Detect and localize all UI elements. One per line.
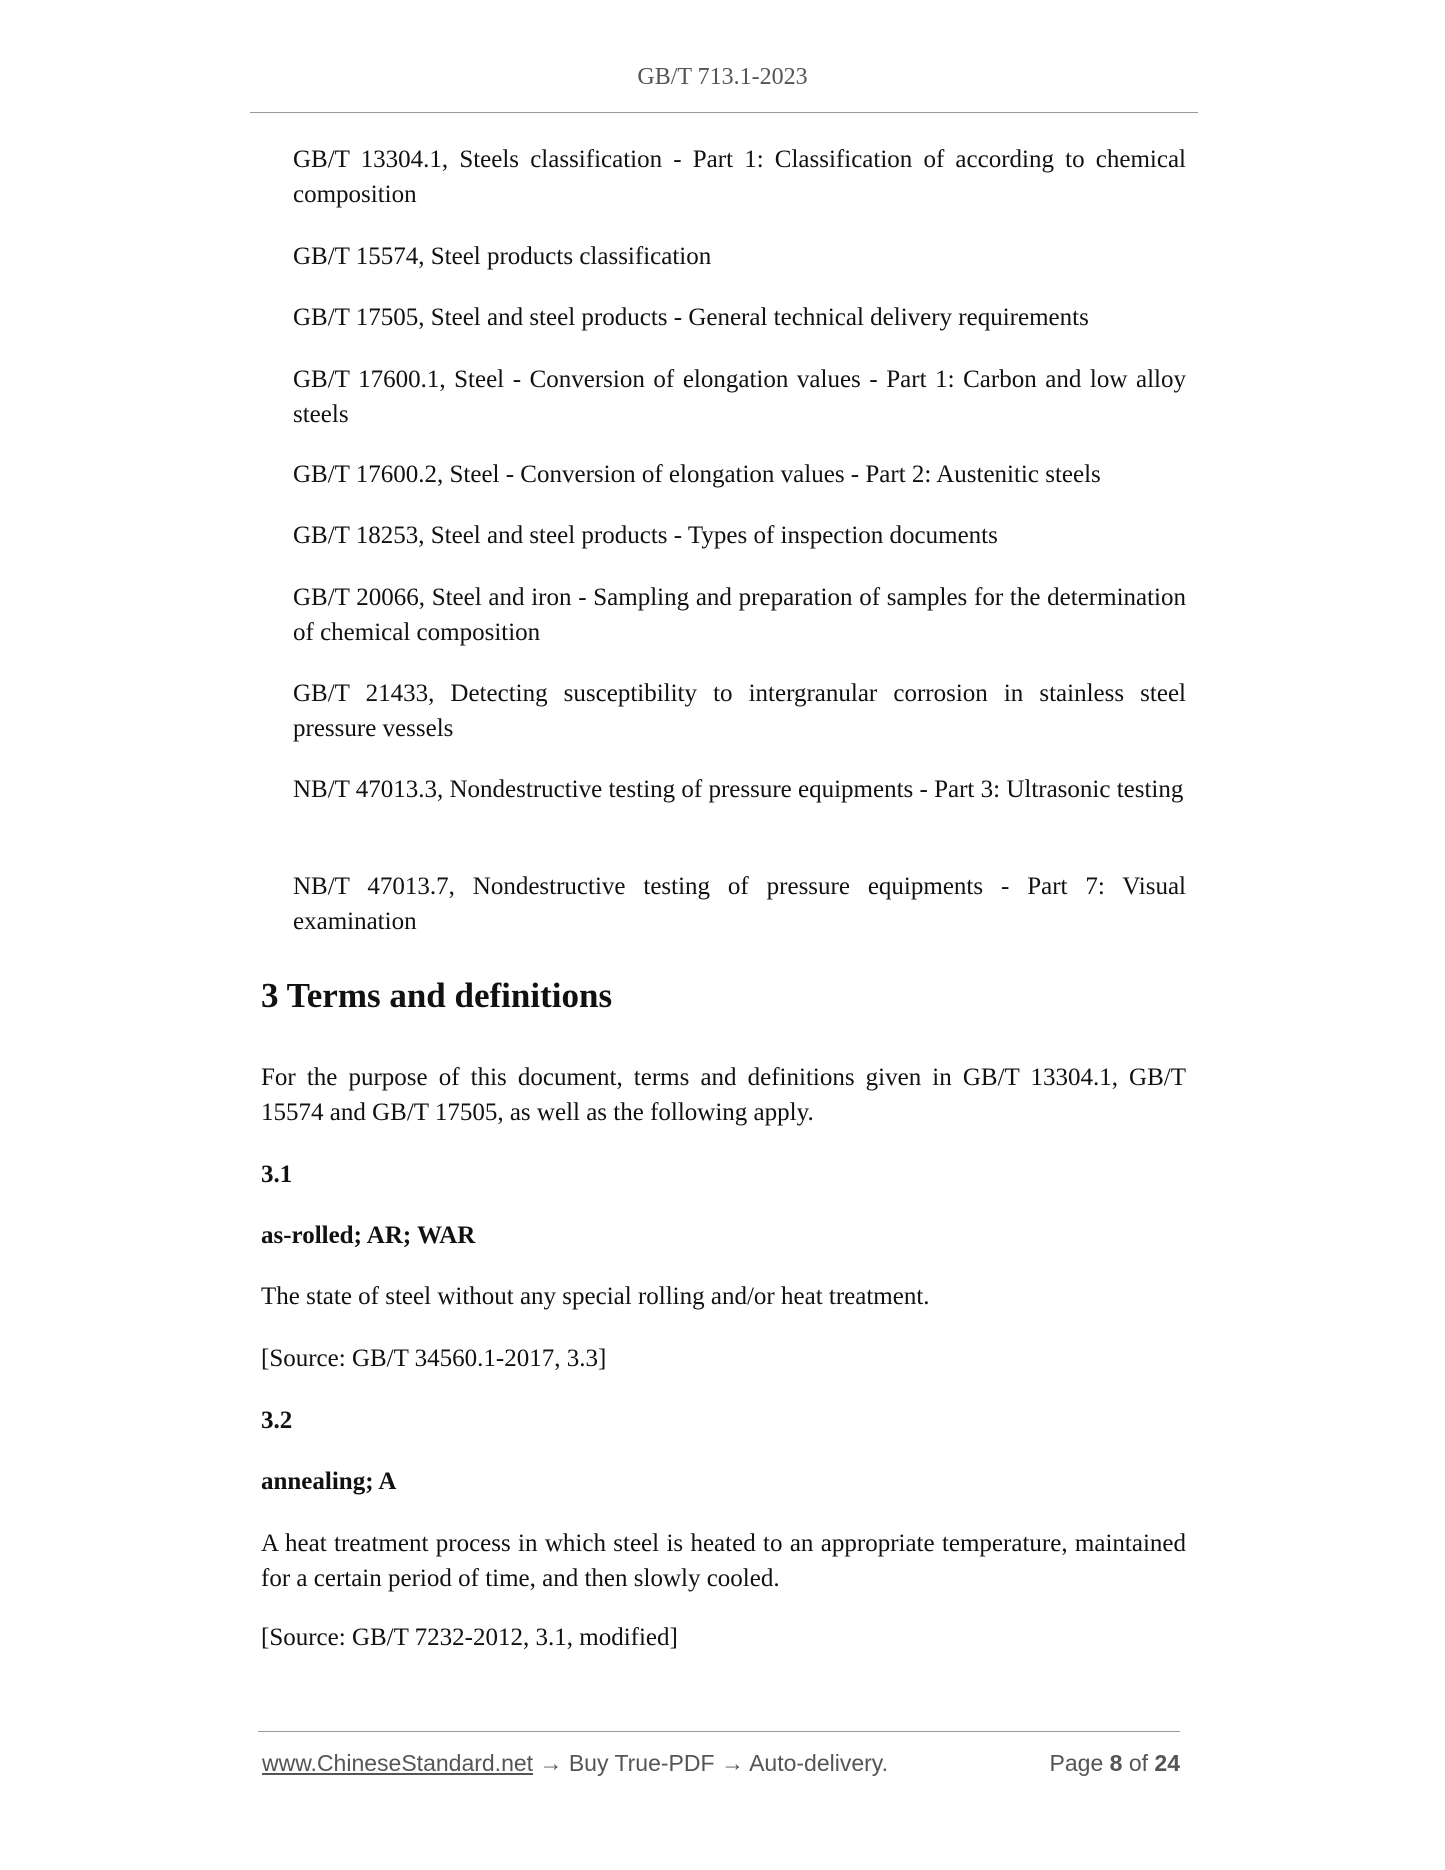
page-total: 24 [1154, 1750, 1180, 1776]
term-definition: A heat treatment process in which steel is heated to an appropriate temperature, maintained for a certain period of time, and then slowly cooled. [261, 1530, 1186, 1592]
page-footer [262, 1750, 1180, 1782]
reference-item: GB/T 17600.2, Steel - Conversion of elongation values - Part 2: Austenitic steels [293, 461, 1101, 488]
term-name: annealing; A [261, 1468, 397, 1495]
reference-item: GB/T 13304.1, Steels classification - Part 1: Classification of according to chemical composition [293, 146, 1186, 208]
reference-item: GB/T 18253, Steel and steel products - Types of inspection documents [293, 522, 998, 549]
header-divider [250, 112, 1198, 113]
of-label: of [1128, 1750, 1149, 1776]
footer-divider [258, 1731, 1180, 1732]
arrow-right-icon: → [539, 1750, 563, 1776]
reference-item: GB/T 17600.1, Steel - Conversion of elongation values - Part 1: Carbon and low alloy steels [293, 366, 1186, 428]
term-definition: The state of steel without any special rolling and/or heat treatment. [261, 1283, 930, 1310]
footer-promo [262, 1750, 888, 1777]
reference-item: GB/T 21433, Detecting susceptibility to intergranular corrosion in stainless steel pressure vessels [293, 680, 1186, 742]
page-label: Page [1049, 1750, 1104, 1776]
term-number: 3.1 [261, 1161, 293, 1188]
reference-item: GB/T 15574, Steel products classification [293, 243, 712, 270]
arrow-right-icon: → [720, 1750, 744, 1776]
reference-item: GB/T 20066, Steel and iron - Sampling and preparation of samples for the determination of chemical composition [293, 584, 1186, 646]
term-source: [Source: GB/T 34560.1-2017, 3.3] [261, 1345, 607, 1372]
term-number: 3.2 [261, 1407, 293, 1434]
buy-pdf-text: Buy True-PDF [568, 1750, 715, 1776]
page-number: 8 [1109, 1750, 1123, 1776]
reference-item: NB/T 47013.3, Nondestructive testing of pressure equipments - Part 3: Ultrasonic testing [293, 776, 1184, 803]
reference-item: NB/T 47013.7, Nondestructive testing of pressure equipments - Part 7: Visual examination [293, 873, 1186, 935]
auto-delivery-text: Auto-delivery. [749, 1750, 888, 1776]
term-source: [Source: GB/T 7232-2012, 3.1, modified] [261, 1624, 678, 1651]
page-indicator [1050, 1750, 1180, 1777]
section-heading: 3 Terms and definitions [261, 976, 613, 1015]
running-header: GB/T 713.1-2023 [637, 64, 808, 90]
section-intro: For the purpose of this document, terms and definitions given in GB/T 13304.1, GB/T 15574 and GB/T 17505, as well as the following apply. [261, 1064, 1186, 1126]
term-name: as-rolled; AR; WAR [261, 1222, 476, 1249]
reference-item: GB/T 17505, Steel and steel products - General technical delivery requirements [293, 304, 1089, 331]
website-link[interactable]: www.ChineseStandard.net [262, 1750, 534, 1776]
